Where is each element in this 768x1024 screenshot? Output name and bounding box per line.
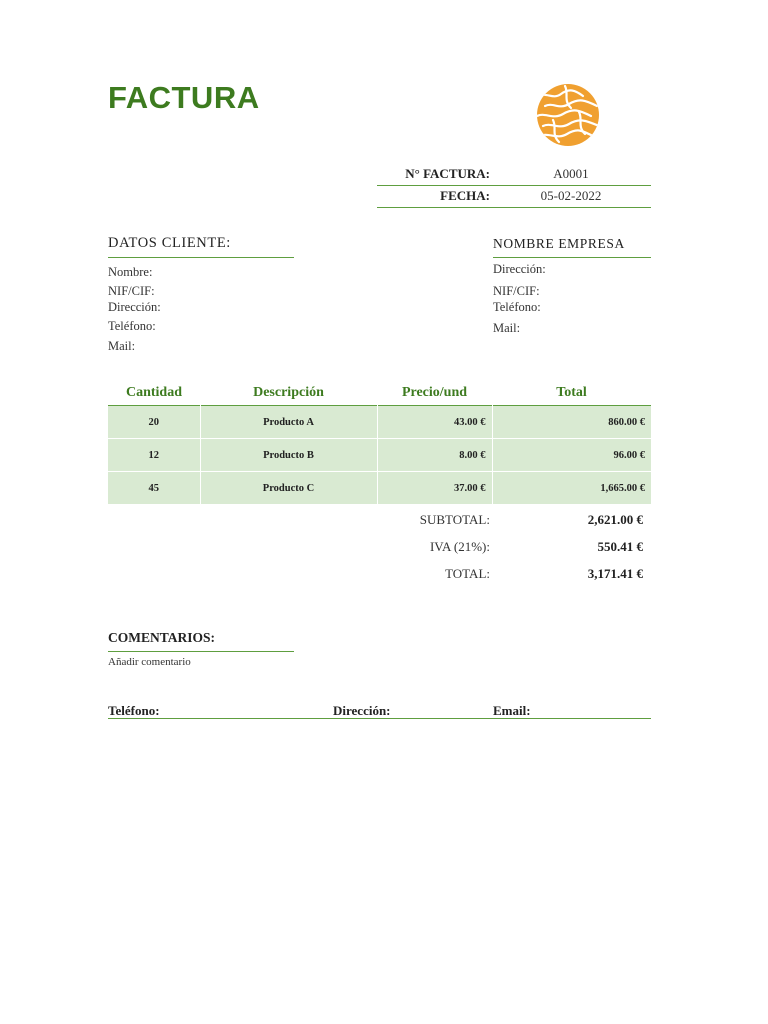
client-mail-field: Mail: bbox=[108, 339, 136, 353]
table-row bbox=[108, 406, 651, 439]
subtotal-label: SUBTOTAL: bbox=[419, 512, 490, 527]
table-row bbox=[108, 439, 651, 472]
company-mail-field: Mail: bbox=[493, 321, 521, 335]
table-row bbox=[108, 472, 651, 505]
client-name-field: Nombre: bbox=[108, 265, 153, 279]
invoice-number-value: A0001 bbox=[553, 166, 589, 181]
row-total: 96.00 € bbox=[492, 439, 651, 472]
column-header-description: Descripción bbox=[253, 385, 324, 400]
row-description: Producto A bbox=[200, 406, 377, 439]
invoice-date-label: FECHA: bbox=[440, 188, 490, 203]
row-unit-price: 43.00 € bbox=[377, 406, 492, 439]
comments-text: Añadir comentario bbox=[108, 656, 191, 668]
invoice-number-label: N° FACTURA: bbox=[405, 166, 490, 181]
row-unit-price: 37.00 € bbox=[377, 472, 492, 505]
row-total: 860.00 € bbox=[492, 406, 651, 439]
iva-label: IVA (21%): bbox=[429, 539, 490, 554]
footer-address-label: Dirección: bbox=[333, 703, 391, 718]
comments-heading: COMENTARIOS: bbox=[108, 630, 216, 645]
footer-phone-label: Teléfono: bbox=[108, 703, 160, 718]
footer-email-label: Email: bbox=[493, 703, 531, 718]
footer-rule bbox=[108, 718, 651, 719]
company-logo bbox=[535, 82, 601, 148]
row-unit-price: 8.00 € bbox=[377, 439, 492, 472]
row-description: Producto B bbox=[200, 439, 377, 472]
iva-value: 550.41 € bbox=[597, 539, 643, 554]
company-heading-rule bbox=[493, 257, 651, 258]
client-phone-field: Teléfono: bbox=[108, 319, 156, 333]
company-phone-field: Teléfono: bbox=[493, 300, 541, 314]
total-value: 3,171.41 € bbox=[587, 566, 643, 581]
client-heading: DATOS CLIENTE: bbox=[108, 235, 231, 251]
row-description: Producto C bbox=[200, 472, 377, 505]
comments-heading-rule bbox=[108, 651, 294, 652]
invoice-meta-divider bbox=[377, 207, 651, 208]
client-nif-field: NIF/CIF: bbox=[108, 284, 155, 298]
items-table bbox=[108, 405, 651, 505]
column-header-quantity: Cantidad bbox=[125, 385, 183, 400]
row-quantity: 12 bbox=[108, 439, 200, 472]
client-heading-rule bbox=[108, 257, 294, 258]
company-heading: NOMBRE EMPRESA bbox=[493, 236, 625, 251]
client-address-field: Dirección: bbox=[108, 300, 161, 314]
column-header-unit-price: Precio/und bbox=[401, 385, 468, 400]
invoice-title: FACTURA bbox=[108, 80, 260, 115]
total-label: TOTAL: bbox=[445, 566, 490, 581]
company-nif-field: NIF/CIF: bbox=[493, 284, 540, 298]
invoice-meta-divider bbox=[377, 185, 651, 186]
row-quantity: 45 bbox=[108, 472, 200, 505]
company-address-field: Dirección: bbox=[493, 262, 546, 276]
invoice-date-value: 05-02-2022 bbox=[540, 188, 602, 203]
row-total: 1,665.00 € bbox=[492, 472, 651, 505]
column-header-total: Total bbox=[556, 385, 587, 400]
subtotal-value: 2,621.00 € bbox=[587, 512, 643, 527]
row-quantity: 20 bbox=[108, 406, 200, 439]
